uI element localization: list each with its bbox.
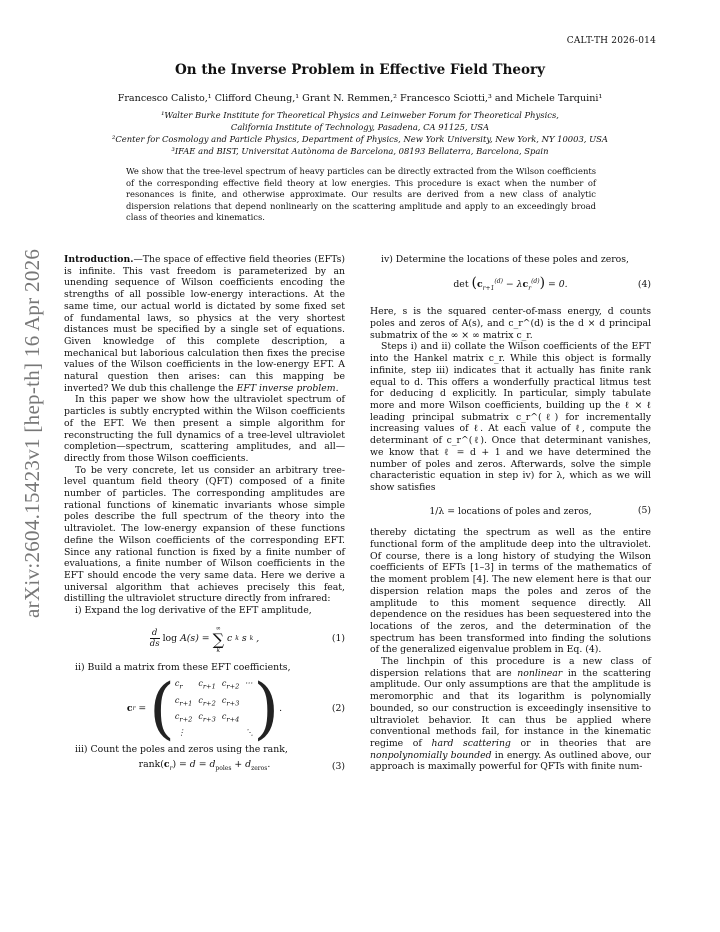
equation-3-number: (3) [331, 761, 345, 773]
paragraph-5: Steps i) and ii) collate the Wilson coefficients of the EFT into the Hankel matrix c_r. While this object is formally infinite, step iii) indicates that it actually has finite rank equal to d. This offers a wonderfully practical litmus test for deducing d explicitly. In particular, simply tabulate more and more Wilson coefficients, building up the ℓ × ℓ leading principal submatrix c_r^(ℓ) for incrementally increasing values of ℓ. At each value of ℓ, compute the determinant of c_r^(ℓ). Once that determinant vanishes, we know that ℓ = d + 1 and we have determined the number of poles and zeros. Afterwards, solve the simple characteristic equation in step iv) for λ, which as we will show satisfies [370, 341, 651, 493]
paragraph-6: thereby dictating the spectrum as well as the entire functional form of the amplitude deep into the ultraviolet. Of course, there is a long history of studying the Wilson coefficients of EFTs [1–3] in terms of the mathematics of the moment problem [4]. The new element here is that our dispersion relation maps the poles and zeros of the amplitude to this moment sequence directly. All dependence on the residues has been sequestered into the locations of the zeros, and the determination of the spectrum has been transformed into finding the solutions of the generalized eigenvalue problem in Eq. (4). [370, 527, 651, 656]
affiliation-1a: ¹Walter Burke Institute for Theoretical Physics and Leinweber Forum for Theoretical Physics, [161, 110, 559, 120]
equation-5-number: (5) [637, 505, 651, 517]
preprint-number: CALT-TH 2026-014 [566, 36, 656, 46]
step-3: iii) Count the poles and zeros using the rank, [75, 743, 288, 755]
step-1: i) Expand the log derivative of the EFT amplitude, [75, 605, 312, 617]
left-column [64, 254, 345, 779]
equation-4: $\det (c_{r+1}^{(d)} - \lambda c_r^{(d)}) = 0$. (4) [453, 274, 651, 292]
equation-5: 1/λ = locations of poles and zeros, (5) [429, 505, 651, 517]
equation-1-number: (1) [331, 633, 345, 645]
paper-title: On the Inverse Problem in Effective Field Theory [175, 62, 545, 78]
abstract: We show that the tree-level spectrum of heavy particles can be directly extracted from the Wilson coefficients of the corresponding effective field theory at low energies. This procedure is exact when the number of resonances is finite, and otherwise approximate. Our results are derived from a new class of analytic dispersion relations that depend nonlinearly on the scattering amplitude and apply to an exceedingly broad class of theories and kinematics. [126, 166, 596, 222]
step-4: iv) Determine the locations of these poles and zeros, [381, 254, 630, 265]
affiliation-2: ²Center for Cosmology and Particle Physics, Department of Physics, New York University, New York, NY 10003, USA [112, 134, 608, 144]
paragraph-7: The linchpin of this procedure is a new class of dispersion relations that are nonlinear in the scattering amplitude. Our only assumptions are that the amplitude is meromorphic and that its logarithm is polynomially bounded, so our construction is exceedingly insensitive to ultraviolet behavior. It can thus be applied where conventional methods fail, for instance in the kinematic regime of hard scattering or in theories that are nonpolynomially bounded in energy. As outlined above, our approach is maximally powerful for QFTs with finite num- [370, 656, 652, 773]
arxiv-stamp[interactable]: arXiv:2604.15423v1 [hep-th] 16 Apr 2026 [20, 248, 44, 618]
section-heading-introduction: Introduction. [64, 254, 134, 265]
author-list: Francesco Calisto,¹ Clifford Cheung,¹ Grant N. Remmen,² Francesco Sciotti,³ and Michele Tarquini¹ [117, 93, 603, 104]
paragraph-2: In this paper we show how the ultraviolet spectrum of particles is subtly encrypted within the Wilson coefficients of the EFT. We then present a simple algorithm for reconstructing the full dynamics of a tree-level ultraviolet completion—spectrum, scattering amplitudes, and all—directly from those Wilson coefficients. [64, 394, 345, 464]
equation-1: d ds log A(s) = ∞ ∑ k c k s k , (1) [149, 624, 345, 654]
affiliation-1b: California Institute of Technology, Pasadena, CA 91125, USA [230, 122, 490, 132]
equation-3: $rank(c_r) = d = d_{poles} + d_{zeros}$. (3) [138, 759, 345, 773]
right-column [370, 254, 651, 773]
paragraph-3: To be very concrete, let us consider an arbitrary tree-level quantum field theory (QFT) composed of a finite number of particles. The corresponding amplitudes are rational functions of kinematic invariants whose simple poles describe the full spectrum of the theory into the ultraviolet. The low-energy expansion of these functions define the Wilson coefficients of the corresponding EFT. Since any rational function is fixed by a finite number of evaluations, a finite number of Wilson coefficients in the EFT should encode the very same data. Here we derive a universal algorithm that achieves precisely this feat, distilling the ultraviolet structure directly from infrared: [64, 464, 345, 605]
step-2: ii) Build a matrix from these EFT coefficients, [75, 661, 291, 673]
equation-2-number: (2) [331, 702, 345, 714]
intro-paragraph: Introduction.—The space of effective field theories (EFTs) is infinite. This vast freedom is parameterized by an unending sequence of Wilson coefficients encoding the strengths of all possible low-energy interactions. At the same time, our actual world is dictated by some fixed set of fundamental laws, so physics at the very shortest distances must be specified by a single set of equations. Given knowledge of this complete description, a mechanical but laborious calculation then fixes the precise values of the Wilson coefficients in the low-energy EFT. A natural question then arises: can this mapping be inverted? We dub this challenge the EFT inverse problem. [64, 254, 345, 394]
affiliation-3: ³IFAE and BIST, Universitat Autònoma de Barcelona, 08193 Bellaterra, Barcelona, Spain [171, 146, 549, 156]
paragraph-4: Here, s is the squared center-of-mass energy, d counts poles and zeros of A(s), and c_r^(d) is the d × d principal submatrix of the ∞ × ∞ matrix c_r. [370, 306, 651, 341]
equation-4-number: (4) [637, 279, 651, 291]
equation-2: c r = ( $c_r$ $c_{r+1}$ $c_{r+2}$ ··· $c_{r+1}$ $c_{r+2}$ $c_{r+3}$ $c_{r+2}$ $c_{r+3}$ $c_{r+4}$ ⋮ ⋱ ) . (2) [126, 669, 345, 747]
